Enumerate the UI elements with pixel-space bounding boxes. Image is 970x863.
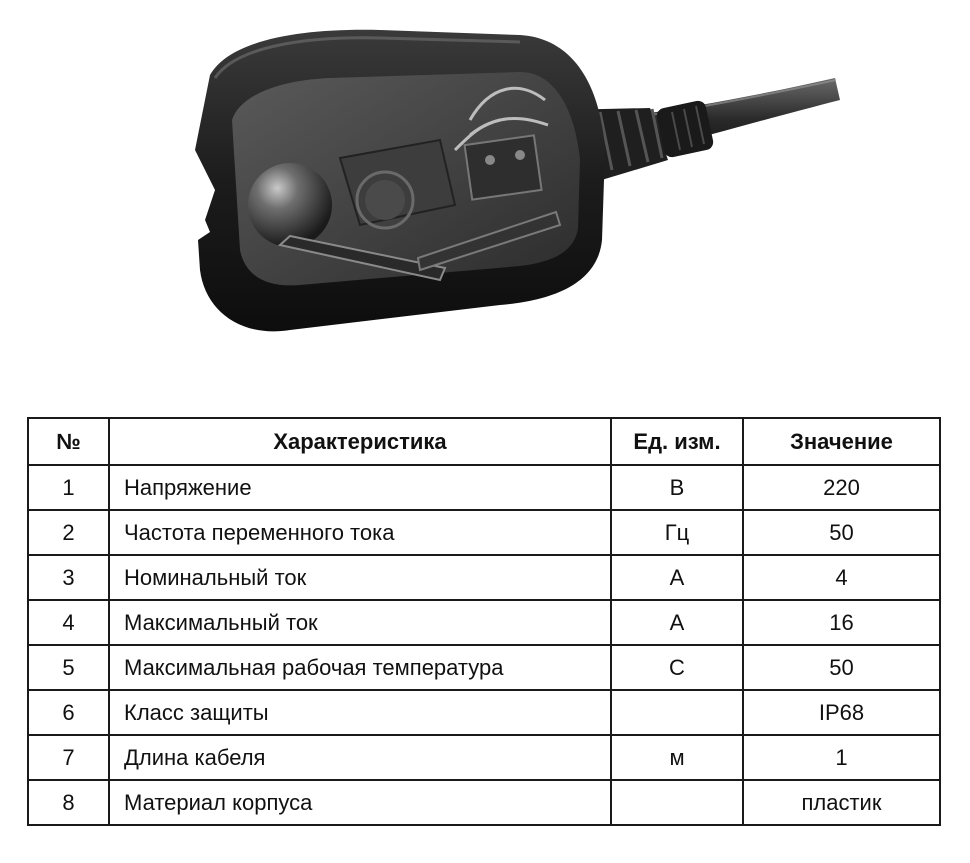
- row-num: 1: [28, 465, 109, 510]
- row-unit: Гц: [611, 510, 743, 555]
- row-value: 16: [743, 600, 940, 645]
- row-value: IP68: [743, 690, 940, 735]
- spec-table: [27, 417, 941, 826]
- table-row: [28, 780, 940, 825]
- table-row: [28, 555, 940, 600]
- row-unit: м: [611, 735, 743, 780]
- row-name: Материал корпуса: [109, 780, 611, 825]
- row-unit: [611, 780, 743, 825]
- row-name: Номинальный ток: [109, 555, 611, 600]
- row-value: 4: [743, 555, 940, 600]
- row-name: Напряжение: [109, 465, 611, 510]
- row-name: Максимальная рабочая температура: [109, 645, 611, 690]
- row-unit: С: [611, 645, 743, 690]
- row-value: 1: [743, 735, 940, 780]
- row-num: 7: [28, 735, 109, 780]
- row-value: пластик: [743, 780, 940, 825]
- table-row: [28, 690, 940, 735]
- row-num: 5: [28, 645, 109, 690]
- row-num: 4: [28, 600, 109, 645]
- table-row: [28, 735, 940, 780]
- row-value: 220: [743, 465, 940, 510]
- row-unit: А: [611, 555, 743, 600]
- row-num: 8: [28, 780, 109, 825]
- header-num: №: [28, 418, 109, 465]
- row-unit: [611, 690, 743, 735]
- steel-ball: [248, 163, 332, 247]
- float-switch-illustration: [0, 0, 970, 400]
- row-name: Класс защиты: [109, 690, 611, 735]
- row-name: Частота переменного тока: [109, 510, 611, 555]
- row-num: 6: [28, 690, 109, 735]
- header-characteristic: Характеристика: [109, 418, 611, 465]
- header-unit: Ед. изм.: [611, 418, 743, 465]
- row-value: 50: [743, 645, 940, 690]
- row-num: 3: [28, 555, 109, 600]
- row-num: 2: [28, 510, 109, 555]
- microswitch: [465, 135, 542, 199]
- table-header-row: [28, 418, 940, 465]
- table-row: [28, 645, 940, 690]
- table-row: [28, 510, 940, 555]
- row-name: Максимальный ток: [109, 600, 611, 645]
- float-switch-photo: [0, 0, 970, 400]
- table-row: [28, 600, 940, 645]
- row-unit: В: [611, 465, 743, 510]
- row-unit: А: [611, 600, 743, 645]
- header-value: Значение: [743, 418, 940, 465]
- table-row: [28, 465, 940, 510]
- row-value: 50: [743, 510, 940, 555]
- row-name: Длина кабеля: [109, 735, 611, 780]
